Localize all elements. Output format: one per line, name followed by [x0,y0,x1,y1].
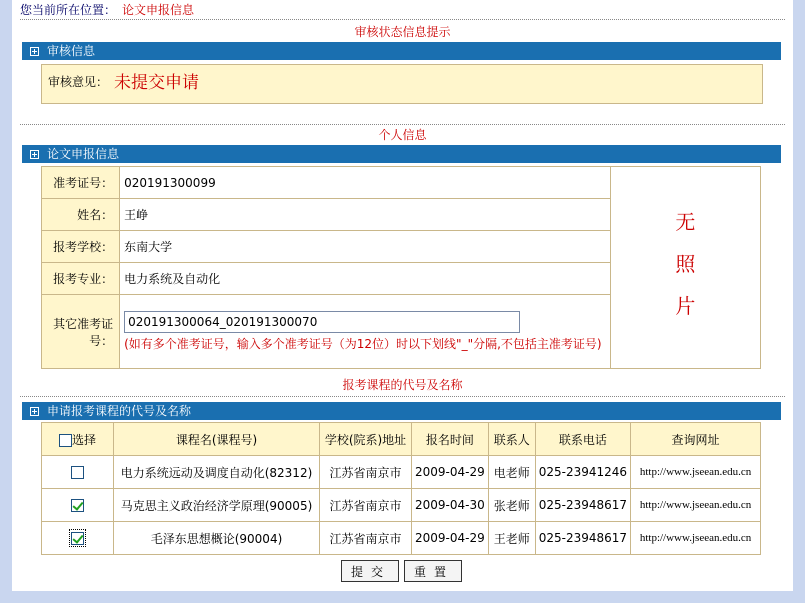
audit-opinion-value: 未提交申请 [114,73,199,93]
table-header-row [42,423,761,456]
divider [20,396,785,397]
course-contact: 电老师 [488,456,535,489]
table-row [42,456,761,489]
course-phone: 025-23948617 [535,522,630,555]
table-row [42,489,761,522]
course-name: 马克思主义政治经济学原理(90005) [114,489,320,522]
select-all-checkbox[interactable] [59,434,72,447]
photo-char: 无 [675,210,696,234]
reset-button[interactable]: 重置 [404,560,462,582]
expand-icon[interactable] [30,47,39,56]
course-section-title: 申请报考课程的代号及名称 [47,404,192,418]
audit-box [41,64,763,104]
course-url: http://www.jseean.edu.cn [631,489,761,522]
course-section-header[interactable] [22,402,781,420]
row-checkbox[interactable] [71,466,84,479]
audit-opinion-label: 审核意见： [48,75,109,89]
other-exam-number-cell [120,295,611,369]
date-header: 报名时间 [412,423,489,456]
photo-placeholder [610,167,760,369]
course-name: 电力系统远动及调度自动化(82312) [114,456,320,489]
photo-char: 片 [675,294,696,318]
breadcrumb-label: 您当前所在位置： [20,3,117,17]
personal-info-table [41,166,761,369]
name-value: 王峥 [120,199,611,231]
thesis-section-header[interactable] [22,145,781,163]
select-header-label: 选择 [71,432,96,447]
row-select-cell[interactable] [42,489,114,522]
course-name-header: 课程名(课程号) [114,423,320,456]
table-row [42,522,761,555]
row-checkbox[interactable] [71,532,84,545]
major-value: 电力系统及自动化 [120,263,611,295]
url-header: 查询网址 [631,423,761,456]
expand-icon[interactable] [30,150,39,159]
course-date: 2009-04-29 [412,522,489,555]
exam-number-label: 准考证号： [42,167,120,199]
course-date: 2009-04-29 [412,456,489,489]
other-exam-number-note: (如有多个准考证号，输入多个准考证号（为12位）时以下划线"_"分隔,不包括主准考证号) [124,336,602,351]
main-panel [12,0,793,591]
other-exam-number-label: 其它准考证号： [42,295,120,369]
contact-header: 联系人 [488,423,535,456]
course-title: 报考课程的代号及名称 [342,378,463,392]
expand-icon[interactable] [30,407,39,416]
personal-info-title: 个人信息 [378,128,427,142]
address-header: 学校(院系)地址 [320,423,412,456]
course-url: http://www.jseean.edu.cn [631,456,761,489]
select-all-header[interactable] [42,423,114,456]
divider [20,19,785,20]
focus-ring [69,529,86,547]
submit-button[interactable]: 提交 [341,560,399,582]
major-label: 报考专业： [42,263,120,295]
row-select-cell[interactable] [42,456,114,489]
row-checkbox[interactable] [71,499,84,512]
course-table [41,422,761,555]
course-url: http://www.jseean.edu.cn [631,522,761,555]
course-address: 江苏省南京市 [320,456,412,489]
course-name: 毛泽东思想概论(90004) [114,522,320,555]
course-address: 江苏省南京市 [320,489,412,522]
photo-char: 照 [675,252,696,276]
other-exam-number-input[interactable] [124,311,520,333]
course-date: 2009-04-30 [412,489,489,522]
school-label: 报考学校： [42,231,120,263]
phone-header: 联系电话 [535,423,630,456]
thesis-section-title: 论文申报信息 [47,147,120,161]
exam-number-value: 020191300099 [120,167,611,199]
audit-status-tip: 审核状态信息提示 [354,25,451,39]
course-contact: 王老师 [488,522,535,555]
audit-section-header[interactable] [22,42,781,60]
divider [20,124,785,125]
breadcrumb-current: 论文申报信息 [122,3,195,17]
name-label: 姓名： [42,199,120,231]
audit-section-title: 审核信息 [47,44,96,58]
course-phone: 025-23948617 [535,489,630,522]
course-contact: 张老师 [488,489,535,522]
course-address: 江苏省南京市 [320,522,412,555]
school-value: 东南大学 [120,231,611,263]
row-select-cell[interactable] [42,522,114,555]
breadcrumb [20,1,194,18]
course-phone: 025-23941246 [535,456,630,489]
